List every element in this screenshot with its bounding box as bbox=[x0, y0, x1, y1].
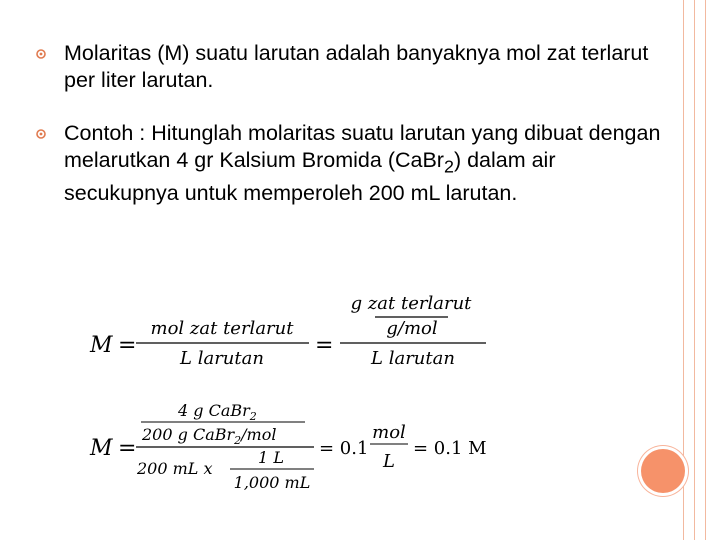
intermediate-value: = 0.1 bbox=[319, 438, 369, 459]
formula-lhs: M bbox=[90, 333, 113, 358]
formula-lhs: M bbox=[90, 436, 113, 461]
bullet-text-after: ) dalam air secukupnya untuk memperoleh 200 mL larutan. bbox=[64, 148, 556, 206]
formula-calculation bbox=[89, 401, 487, 492]
bullet-subscript: 2 bbox=[443, 156, 454, 177]
fraction-denominator: L larutan bbox=[371, 348, 455, 369]
fraction-numerator: mol zat terlarut bbox=[150, 318, 294, 339]
conversion-numerator: 1 L bbox=[258, 448, 284, 467]
result-value: = 0.1 M bbox=[413, 438, 487, 459]
formula-equals: = bbox=[315, 333, 334, 358]
numerator-top: 4 g CaBr$_2$ bbox=[178, 401, 257, 423]
fraction-mid: g/mol bbox=[386, 318, 438, 339]
unit-denominator: L bbox=[383, 451, 395, 472]
conversion-denominator: 1,000 mL bbox=[233, 473, 311, 492]
formula-equals: = bbox=[118, 436, 137, 461]
numerator-bottom: 200 g CaBr$_2$/mol bbox=[142, 425, 277, 447]
unit-numerator: mol bbox=[372, 422, 406, 443]
formula-definition bbox=[89, 293, 486, 369]
bullet-text: Molaritas (M) suatu larutan adalah banyaknya mol zat terlarut per liter larutan. bbox=[64, 41, 649, 92]
formula-equals: = bbox=[118, 333, 137, 358]
fraction-numerator: g zat terlarut bbox=[350, 293, 472, 314]
bullet-text-before: Contoh : Hitunglah molaritas suatu larutan yang dibuat dengan melarutkan 4 gr Kalsium Bromida (CaBr bbox=[64, 121, 661, 172]
denominator-volume: 200 mL x bbox=[137, 459, 213, 478]
fraction-denominator: L larutan bbox=[180, 348, 264, 369]
